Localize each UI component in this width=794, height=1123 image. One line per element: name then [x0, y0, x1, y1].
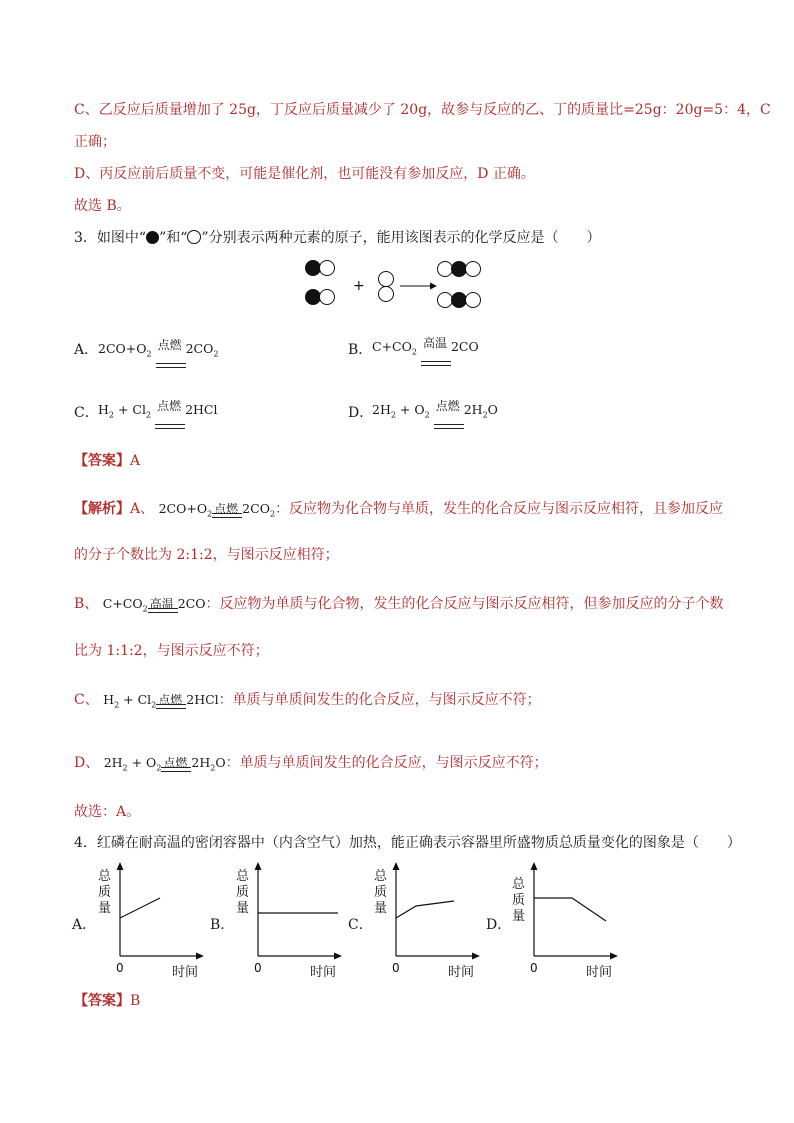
- mass-curve: [534, 898, 606, 921]
- q3-stem-post: ”分别表示两种元素的原子，能用该图表示的化学反应是（ ）: [201, 230, 601, 246]
- choose-answer-q2: 故选 B。: [74, 198, 131, 214]
- x-axis-label: 时间: [310, 965, 337, 980]
- graph-option-letter: B．: [210, 917, 235, 933]
- origin-label: 0: [254, 961, 262, 975]
- y-axis-label-char: 量: [98, 901, 112, 916]
- origin-label: 0: [116, 961, 124, 975]
- option-c-explanation-line1: C、乙反应后质量增加了 25g，丁反应后质量减少了 20g，故参与反应的乙、丁的质量比=25g：20g=5：4，C: [74, 102, 771, 118]
- analysis-a: 【解析】A、 $2CO+O_2$ 点燃 $2CO_2$：反应物为化合物与单质，发生的化合反应与图示反应相符，且参加反应: [74, 501, 724, 519]
- y-axis-label-char: 量: [236, 901, 250, 916]
- x-axis-label: 时间: [448, 965, 475, 980]
- y-axis-label-char: 总: [374, 869, 388, 884]
- q3-stem-pre: 3．如图中“: [74, 230, 147, 246]
- y-axis-arrow: [531, 862, 538, 870]
- option-d-letter: D．: [348, 405, 374, 421]
- x-axis-label: 时间: [586, 965, 613, 980]
- product-co2-molecules: [438, 262, 481, 308]
- graph-option-letter: C．: [348, 917, 373, 933]
- analysis-b-cont: 比为 1:1:2，与图示反应不符；: [74, 643, 269, 659]
- q4-stem: 4．红磷在耐高温的密闭容器中（内含空气）加热，能正确表示容器里所盛物质总质量变化的图象是（ ）: [74, 835, 741, 851]
- x-axis-arrow: [610, 953, 618, 960]
- y-axis-label-char: 质: [374, 885, 388, 900]
- mass-curve: [396, 901, 454, 918]
- analysis-c: C、 $H_2 + Cl_2$ 点燃 2HCl：单质与单质间发生的化合反应，与图示反应不符；: [74, 692, 541, 710]
- option-a-equation: $2CO+O_2$ 点燃 $2CO_2$: [98, 341, 218, 359]
- y-axis-label-char: 总: [236, 869, 250, 884]
- reaction-diagram: [300, 255, 500, 315]
- x-axis-arrow: [472, 953, 480, 960]
- white-atom-icon: [187, 230, 201, 244]
- q4-answer: 【答案】B: [74, 993, 141, 1009]
- option-c-explanation-line2: 正确；: [74, 134, 116, 150]
- y-axis-arrow: [117, 862, 124, 870]
- option-a[interactable]: [74, 338, 219, 359]
- x-axis-arrow: [334, 953, 342, 960]
- y-axis-arrow: [255, 862, 262, 870]
- option-a-letter: A．: [74, 342, 99, 358]
- option-b[interactable]: [348, 336, 479, 359]
- option-b-letter: B．: [348, 342, 373, 358]
- mass-curve: [120, 898, 160, 918]
- plus-sign: +: [353, 278, 365, 294]
- option-b-equation: $C+CO_2$ 高温 2CO: [372, 339, 479, 357]
- graph-option-letter: A．: [72, 917, 97, 933]
- y-axis-label-char: 质: [98, 885, 112, 900]
- graph-option-letter: D．: [486, 917, 512, 933]
- q3-stem: [74, 228, 601, 248]
- black-atom-icon: [146, 231, 159, 244]
- option-d-equation: $2H_2 + O_2$ 点燃 $2H_2O$: [372, 402, 498, 420]
- option-d-explanation: D、丙反应前后质量不变，可能是催化剂，也可能没有参加反应，D 正确。: [74, 166, 535, 182]
- q3-stem-mid: ”和“: [159, 230, 188, 246]
- x-axis-arrow: [196, 953, 204, 960]
- analysis-b: B、 $C+CO_2$ 高温 2CO：反应物为单质与化合物，发生的化合反应与图示反应相符，但参加反应的分子个数: [74, 596, 724, 614]
- reactant-co-molecules: [306, 261, 335, 305]
- y-axis-label-char: 质: [512, 893, 526, 908]
- graph-option-d[interactable]: [484, 858, 624, 983]
- y-axis-label-char: 质: [236, 885, 250, 900]
- q3-answer: 【答案】A: [74, 453, 141, 469]
- y-axis-label-char: 总: [512, 877, 526, 892]
- x-axis-label: 时间: [172, 965, 199, 980]
- y-axis-label-char: 总: [98, 869, 112, 884]
- y-axis-label-char: 量: [374, 901, 388, 916]
- analysis-d: D、 $2H_2 + O_2$ 点燃 $2H_2O$：单质与单质间发生的化合反应，与图示反应不符；: [74, 755, 548, 773]
- graph-option-a[interactable]: [70, 858, 210, 983]
- reactant-o2-molecule: [379, 272, 394, 302]
- graph-option-c[interactable]: [346, 858, 486, 983]
- graph-option-b[interactable]: [208, 858, 348, 983]
- origin-label: 0: [392, 961, 400, 975]
- y-axis-label-char: 量: [512, 909, 526, 924]
- option-c[interactable]: [74, 399, 218, 422]
- option-c-letter: C．: [74, 405, 99, 421]
- option-c-equation: $H_2 + Cl_2$ 点燃 2HCl: [98, 402, 217, 420]
- choose-answer-q3: 故选：A。: [74, 804, 141, 820]
- y-axis-arrow: [393, 862, 400, 870]
- analysis-a-cont: 的分子个数比为 2:1:2，与图示反应相符；: [74, 547, 339, 563]
- origin-label: 0: [530, 961, 538, 975]
- option-d[interactable]: [348, 399, 498, 422]
